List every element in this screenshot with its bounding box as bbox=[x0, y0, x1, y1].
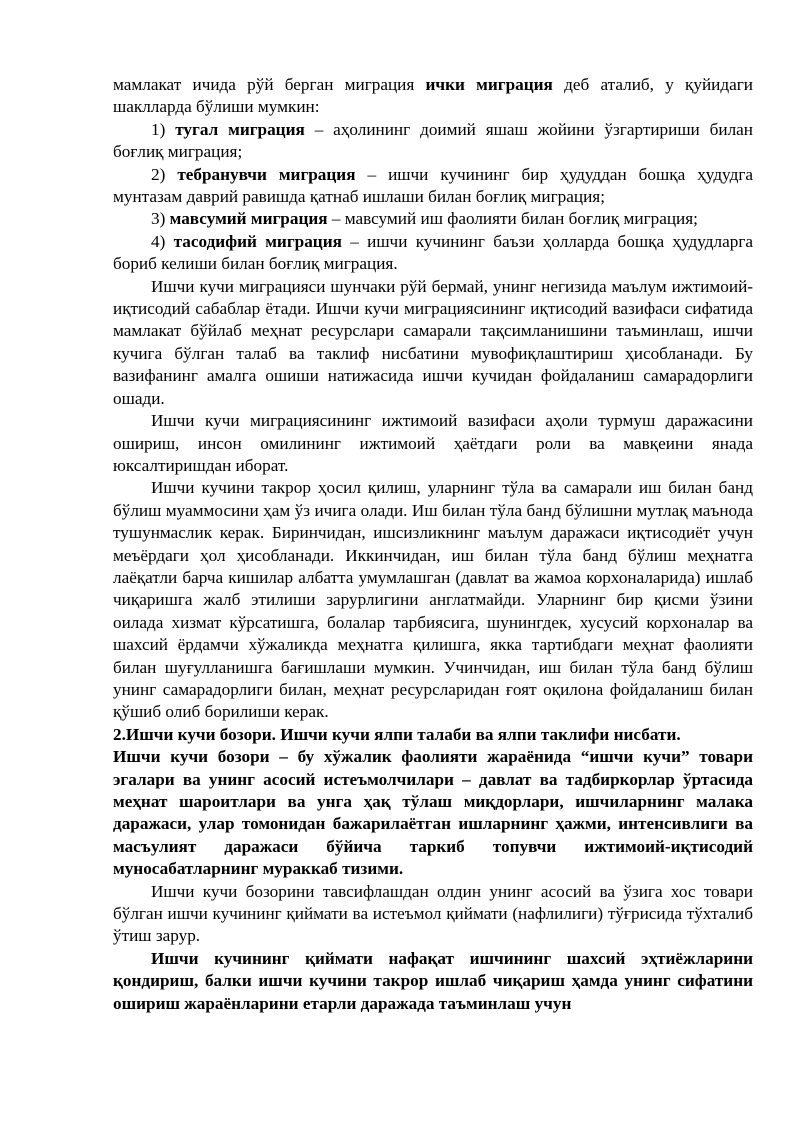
paragraph-labor-value-intro: Ишчи кучи бозорини тавсифлашдан олдин унинг асосий ва ўзига хос товари бўлган ишчи кучининг қиймати ва истеъмол қиймати (нафлилиги) тўғрисида тўхталиб ўтиш зарур. bbox=[113, 881, 753, 946]
text-run: – ишчи кучининг баъзи ҳолларда бошқа ҳудудларга бориб келиши билан боғлиқ миграция. bbox=[113, 231, 754, 274]
paragraph-labor-value: Ишчи кучининг қиймати нафақат ишчининг шахсий эҳтиёжларини қондириш, балки ишчи кучини такрор ишлаб чиқариш ҳамда унинг сифатини ошириш жараёнларини етарли даражада таъминлаш учун bbox=[113, 948, 753, 1013]
list-item-3 bbox=[113, 208, 753, 230]
term-seasonal-migration: мавсумий миграция bbox=[169, 209, 328, 229]
list-number: 4) bbox=[151, 231, 174, 251]
list-item-1 bbox=[113, 119, 753, 164]
term-full-migration: тугал миграция bbox=[175, 119, 305, 139]
paragraph-internal-migration bbox=[113, 74, 753, 119]
section-heading: 2.Ишчи кучи бозори. Ишчи кучи ялпи талаби ва ялпи таклифи нисбати. bbox=[113, 724, 681, 744]
text-run: – мавсумий иш фаолияти билан боғлиқ миграция; bbox=[327, 209, 698, 229]
text-run: – аҳолининг доимий яшаш жойини ўзгартириши билан боғлиқ миграция; bbox=[113, 119, 753, 162]
term-random-migration: тасодифий миграция bbox=[173, 231, 342, 251]
paragraph-economic-function: Ишчи кучи миграцияси шунчаки рўй бермай, унинг негизида маълум ижтимоий-иқтисодий сабаблар ётади. Ишчи кучи миграциясининг иқтисодий вазифаси сифатида мамлакат бўйлаб меҳнат ресурслари самарали тақсимланишини таъминлаш, ишчи кучига бўлган талаб ва таклиф нисбатини мувофиқлаштириш ҳисобланади. Бу вазифанинг амалга ошиши натижасида ишчи кучидан фойдаланиш самарадорлиги ошади. bbox=[113, 276, 753, 408]
text-run: – ишчи кучининг бир ҳудуддан бошқа ҳудудга мунтазам даврий равишда қатнаб ишлаши билан боғлиқ миграция; bbox=[113, 164, 753, 207]
list-item-4 bbox=[113, 231, 753, 276]
document-page bbox=[113, 74, 753, 1015]
list-number: 3) bbox=[151, 209, 170, 229]
paragraph-full-employment: Ишчи кучини такрор ҳосил қилиш, уларнинг тўла ва самарали иш билан банд бўлиш муаммосини ҳам ўз ичига олади. Иш билан тўла банд бўлишни мутлақ маънода тушунмаслик керак. Биринчидан, ишсизликнинг маълум даражаси иқтисодиёт учун меъёрдаги ҳол ҳисобланади. Иккинчидан, иш билан тўла банд бўлиш меҳнатга лаёқатли барча кишилар албатта умумлашган (давлат ва жамоа корхоналарида) ишлаб чиқаришга жалб этилиши зарурлигини англатмайди. Уларнинг бир қисми ўзини оилада хизмат кўрсатишга, болалар тарбиясига, шунингдек, хусусий корхоналар ва шахсий ёрдамчи хўжаликда меҳнатга қилишга, якка тартибдаги меҳнат фаолияти билан шуғулланишга бағишлаши мумкин. Учинчидан, иш билан тўла банд бўлиш унинг самарадорлиги билан, меҳнат ресурсларидан ғоят оқилона фойдаланиш билан қўшиб олиб борилиши керак. bbox=[113, 478, 753, 722]
paragraph-labor-market-definition: Ишчи кучи бозори – бу хўжалик фаолияти жараёнида “ишчи кучи” товари эгалари ва унинг асосий истеъмолчилари – давлат ва тадбиркорлар ўртасида меҳнат шароитлари ва унга ҳақ тўлаш миқдорлари, ишчиларнинг малака даражаси, улар томонидан бажарилаётган ишларнинг ҳажми, интенсивлиги ва масъулият даражаси бўйича таркиб топувчи ижтимоий-иқтисодий муносабатларнинг мураккаб тизими. bbox=[113, 747, 753, 879]
list-number: 1) bbox=[151, 119, 176, 139]
list-item-2 bbox=[113, 164, 753, 209]
term-internal-migration: ички миграция bbox=[425, 75, 553, 94]
term-pendulum-migration: тебранувчи миграция bbox=[177, 164, 356, 184]
paragraph-social-function: Ишчи кучи миграциясининг ижтимоий вазифаси аҳоли турмуш даражасини ошириш, инсон омилининг ижтимоий ҳаётдаги роли ва мавқеини янада юксалтиришдан иборат. bbox=[113, 411, 753, 475]
text-run: мамлакат ичида рўй берган миграция bbox=[113, 75, 426, 94]
list-number: 2) bbox=[151, 164, 178, 184]
text-run: деб аталиб, у қуйидаги шаклларда бўлиши мумкин: bbox=[113, 75, 753, 117]
